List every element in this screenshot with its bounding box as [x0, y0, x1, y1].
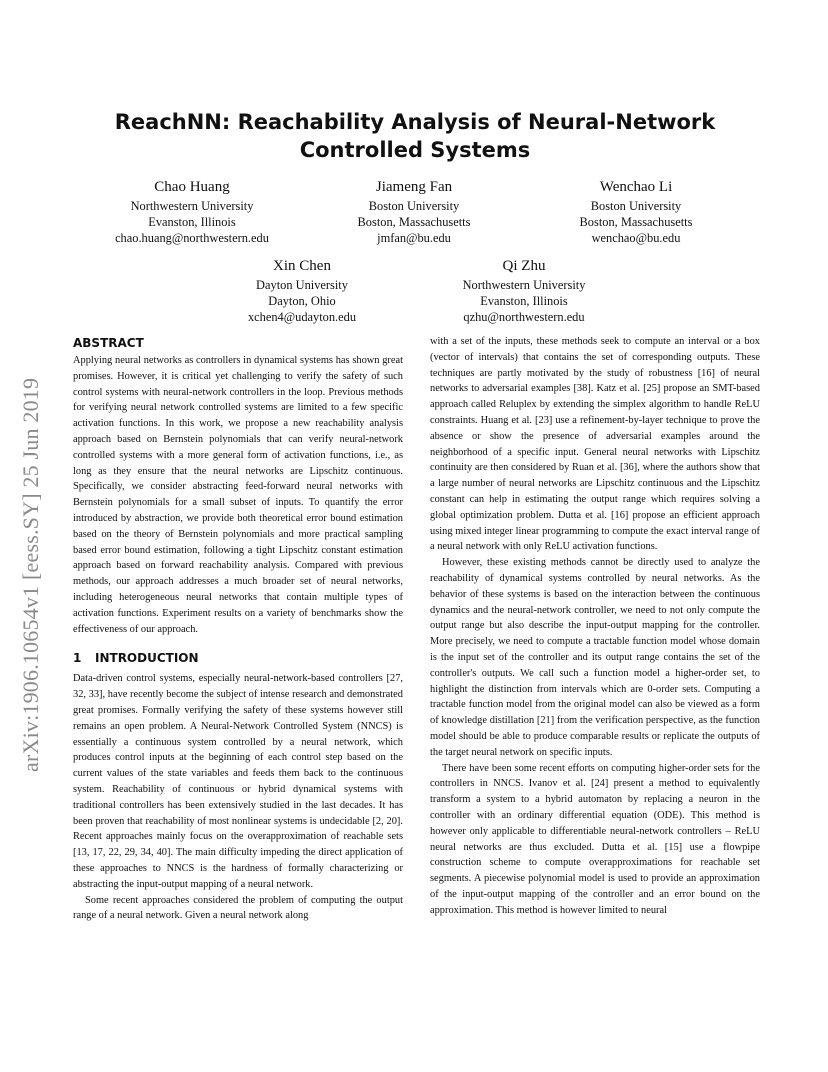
abstract-text: Applying neural networks as controllers in dynamical systems has shown great promises. However, it is critical yet challenging to verify the safety of such control systems with neural-network controllers in the loop. Previous methods for verifying neural network controlled systems are limited to a few specific activation functions. In this work, we propose a new reachability analysis approach based on Bernstein polynomials that can verify neural-network controlled systems with a more general form of activation functions, i.e., as long as they ensure that the neural networks are Lipschitz continuous. Specifically, we consider abstracting feed-forward neural networks with Bernstein polynomials for a small subset of inputs. To quantify the error introduced by abstraction, we provide both theoretical error bound estimation based on the theory of Bernstein polynomials and more practical sampling based error bound estimation, following a tight Lipschitz constant estimation approach based on forward reachability analysis. Compared with previous methods, our approach addresses a much broader set of neural networks, including heterogeneous neural networks that contain multiple types of activation functions. Experiment results on a variety of benchmarks show the effectiveness of our approach. [73, 355, 403, 635]
arxiv-identifier: arXiv:1906.10654v1 [eess.SY] 25 Jun 2019 [18, 377, 43, 772]
author-affiliation: Dayton University [256, 278, 348, 292]
author-email: jmfan@bu.edu [377, 231, 451, 245]
author-name: Xin Chen [273, 258, 331, 274]
author-email: xchen4@udayton.edu [247, 310, 357, 324]
author-name: Qi Zhu [502, 258, 546, 274]
author-email: qzhu@northwestern.edu [463, 310, 585, 324]
title-line-2: Controlled Systems [299, 138, 531, 162]
left-column [73, 334, 403, 924]
intro-paragraph: with a set of the inputs, these methods seek to compute an interval or a box (vector of intervals) that contains the set of corresponding outputs. These techniques are partly motivated by the study of robustness [16] of neural networks to adversarial examples [38]. Katz et al. [25] propose an SMT-based approach called Reluplex by extending the simplex algorithm to handle ReLU constraints. Huang et al. [23] use a refinement-by-layer technique to prove the absence or show the presence of adversarial examples around the neighborhood of a specific input. General neural networks with Lipschitz continuity are then considered by Ruan et al. [36], where the authors show that a large number of neural networks are Lipschitz continuous and the Lipschitz constant can help in estimating the output range which requires solving a global optimization problem. Dutta et al. [16] propose an efficient approach using mixed integer linear programming to compute the exact interval range of a neural network with only ReLU activation functions. [430, 336, 760, 553]
section-number: 1 [73, 651, 82, 666]
intro-paragraph: Some recent approaches considered the problem of computing the output range of a neural network. Given a neural network along [73, 894, 403, 922]
author-affiliation: Boston University [368, 199, 460, 213]
author-location: Evanston, Illinois [148, 215, 236, 229]
paper-title [70, 108, 760, 164]
abstract-heading: ABSTRACT [73, 336, 144, 350]
right-column [430, 334, 760, 918]
author-affiliation: Boston University [590, 199, 682, 213]
author-location: Boston, Massachusetts [579, 215, 693, 229]
title-line-1: ReachNN: Reachability Analysis of Neural-Network [114, 110, 716, 134]
author-location: Boston, Massachusetts [357, 215, 471, 229]
author-block [294, 176, 534, 246]
intro-paragraph: There have been some recent efforts on computing higher-order sets for the controllers in NNCS. Ivanov et al. [24] present a method to equivalently transform a system to a hybrid automaton by replacing a neuron in the controller with an ordinary differential equation (ODE). This method is however only applicable to differentiable neural-network controllers – ReLU neural networks are thus excluded. Dutta et al. [15] use a flowpipe construction scheme to compute overapproximations for reachable set segments. A piecewise polynomial model is used to provide an approximation of the input-output mapping of the controller and an error bound on the approximation. This method is however limited to neural [430, 762, 760, 916]
author-location: Evanston, Illinois [480, 294, 568, 308]
author-name: Wenchao Li [599, 179, 673, 195]
author-location: Dayton, Ohio [268, 294, 336, 308]
author-name: Jiameng Fan [375, 179, 453, 195]
intro-paragraph: However, these existing methods cannot be directly used to analyze the reachability of dynamical systems controlled by neural networks. As the behavior of these systems is based on the interaction between the continuous dynamics and the neural-network controller, we need to not only compute the output range but also describe the input-output mapping for the controller. More precisely, we need to compute a tractable function model whose domain is the input set of the controller and its output range contains the set of the controller's outputs. We call such a function model a higher-order set, to highlight the distinction from intervals which are 0-order sets. Computing a tractable function model from the original model can also be viewed as a form of knowledge distillation [21] from the verification perspective, as the function model should be able to produce comparable results or replicate the outputs of the target neural network on specific inputs. [430, 557, 760, 758]
author-block [516, 176, 756, 246]
author-block [182, 255, 422, 325]
section-heading-introduction [73, 649, 403, 667]
author-email: wenchao@bu.edu [591, 231, 681, 245]
author-affiliation: Northwestern University [462, 278, 586, 292]
author-name: Chao Huang [154, 179, 230, 195]
author-email: chao.huang@northwestern.edu [115, 231, 269, 245]
intro-paragraph: Data-driven control systems, especially neural-network-based controllers [27, 32, 33], have recently become the subject of intense research and demonstrated great promises. Formally verifying the safety of these systems however still remains an open problem. A Neural-Network Controlled System (NNCS) is essentially a continuous system controlled by a neural network, which produces control inputs at the beginning of each control step based on the current values of the state variables and feeds them back to the continuous system. Reachability of continuous or hybrid dynamical systems with traditional controllers has been extensively studied in the last decades. It has been proven that reachability of most nonlinear systems is undecidable [2, 20]. Recent approaches mainly focus on the overapproximation of reachable sets [13, 17, 22, 29, 34, 40]. The main difficulty impeding the direct application of these approaches to NNCS is the hardness of formally characterizing or abstracting the input-output mapping of a neural network. [73, 673, 403, 890]
author-block [404, 255, 644, 325]
section-title: INTRODUCTION [95, 651, 199, 666]
author-affiliation: Northwestern University [130, 199, 254, 213]
author-block [72, 176, 312, 246]
